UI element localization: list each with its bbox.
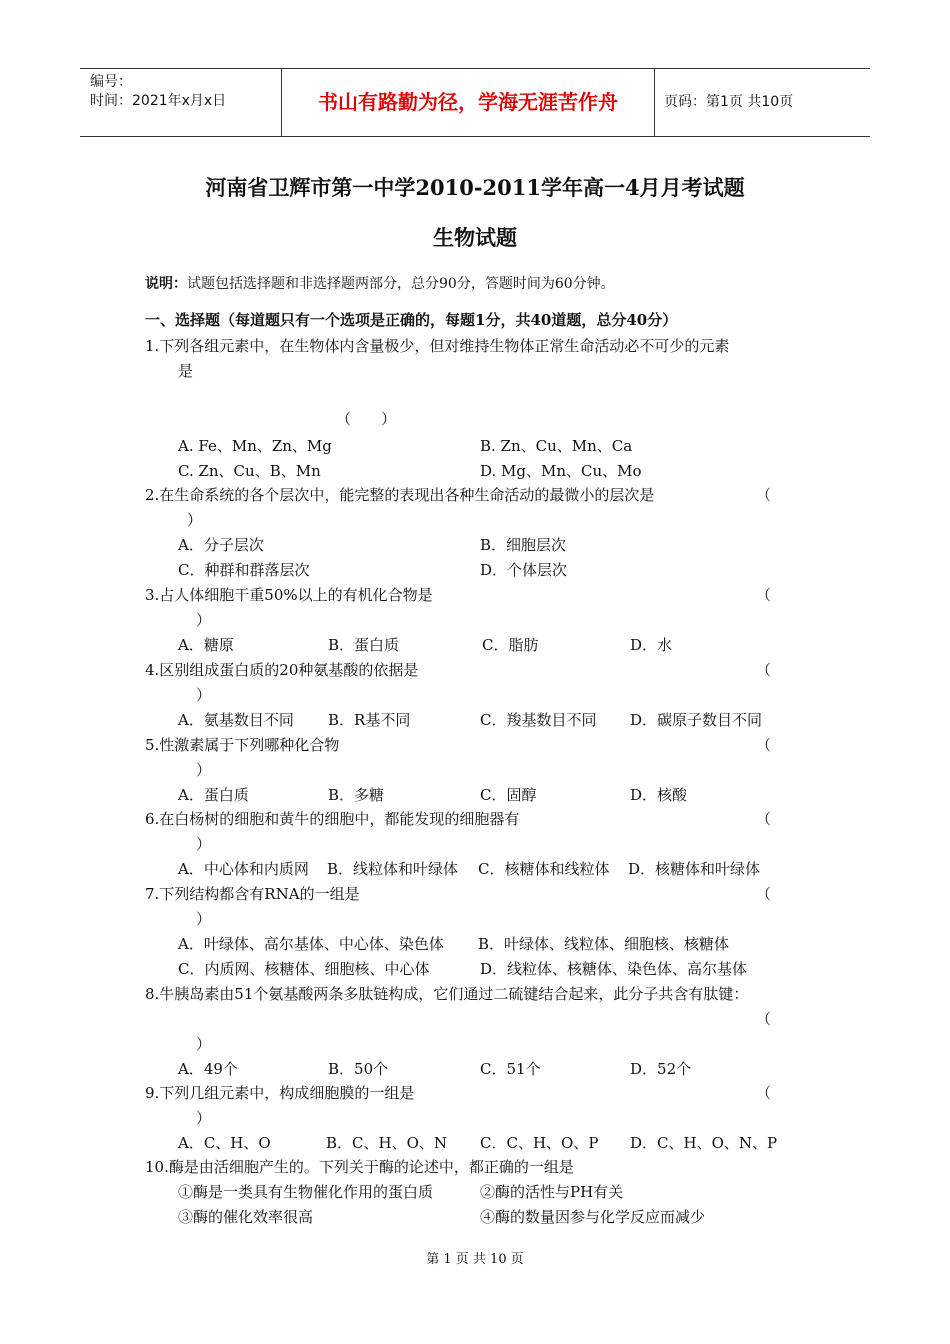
answer-paren-open: （ xyxy=(756,885,772,903)
option-a: A．49个 xyxy=(178,1060,238,1078)
option-b: B．C、H、O、N xyxy=(326,1134,448,1152)
option-a: A．氨基数目不同 xyxy=(178,711,294,729)
answer-paren-close: ） xyxy=(196,686,212,704)
answer-paren-open: （ xyxy=(756,486,772,504)
header-divider xyxy=(654,69,655,136)
option-c: C．51个 xyxy=(480,1060,541,1078)
exam-subtitle: 生物试题 xyxy=(433,225,517,250)
option-d: D．核酸 xyxy=(630,786,688,804)
question-stem: 1.下列各组元素中，在生物体内含量极少，但对维持生物体正常生命活动必不可少的元素 xyxy=(145,337,730,355)
answer-paren-close: ） xyxy=(196,910,212,928)
answer-paren-close: ） xyxy=(196,1109,212,1127)
answer-paren-close: ） xyxy=(196,835,212,853)
section-heading: 一、选择题（每道题只有一个选项是正确的，每题1分，共40道题，总分40分） xyxy=(145,311,678,329)
exam-title: 河南省卫辉市第一中学2010-2011学年高一4月月考试题 xyxy=(205,175,745,200)
question-stem: 3.占人体细胞干重50%以上的有机化合物是 xyxy=(145,586,433,604)
option-d: D．线粒体、核糖体、染色体、高尔基体 xyxy=(480,960,748,978)
option-a: A. Fe、Mn、Zn、Mg xyxy=(178,437,332,455)
option-b: B. Zn、Cu、Mn、Ca xyxy=(480,437,633,455)
option-c: C．种群和群落层次 xyxy=(178,561,310,579)
statement-2: ②酶的活性与PH有关 xyxy=(480,1183,624,1201)
option-b: B．叶绿体、线粒体、细胞核、核糖体 xyxy=(478,935,730,953)
serial-number-label: 编号： xyxy=(90,74,132,90)
option-a: A．糖原 xyxy=(178,636,234,654)
page-footer: 第 1 页 共 10 页 xyxy=(426,1252,524,1267)
option-d: D．核糖体和叶绿体 xyxy=(628,860,761,878)
question-stem: 5.性激素属于下列哪种化合物 xyxy=(145,736,340,754)
option-c: C．内质网、核糖体、细胞核、中心体 xyxy=(178,960,430,978)
date-label: 时间：2021年x月x日 xyxy=(90,93,227,109)
header-meta xyxy=(90,73,226,111)
option-d: D. Mg、Mn、Cu、Mo xyxy=(480,462,642,480)
option-b: B．R基不同 xyxy=(328,711,411,729)
option-d: D．水 xyxy=(630,636,673,654)
option-b: B．50个 xyxy=(328,1060,389,1078)
option-c: C．C、H、O、P xyxy=(480,1134,599,1152)
motto: 书山有路勤为径，学海无涯苦作舟 xyxy=(318,90,618,114)
page-info: 页码：第1页 共10页 xyxy=(664,94,794,110)
option-c: C．核糖体和线粒体 xyxy=(478,860,610,878)
answer-paren-open: （ xyxy=(756,1084,772,1102)
question-stem: 4.区别组成蛋白质的20种氨基酸的依据是 xyxy=(145,661,419,679)
answer-paren-open: （ xyxy=(756,1010,772,1028)
instructions xyxy=(145,274,615,294)
question-stem: 9.下列几组元素中，构成细胞膜的一组是 xyxy=(145,1084,415,1102)
option-b: B．细胞层次 xyxy=(480,536,567,554)
answer-paren-open: （ xyxy=(756,661,772,679)
option-d: D．碳原子数目不同 xyxy=(630,711,763,729)
option-b: B．蛋白质 xyxy=(328,636,400,654)
option-d: D．个体层次 xyxy=(480,561,568,579)
question-stem: 8.牛胰岛素由51个氨基酸两条多肽链构成，它们通过二硫键结合起来，此分子共含有肽键： xyxy=(145,985,749,1003)
statement-3: ③酶的催化效率很高 xyxy=(178,1208,314,1226)
answer-paren-close: ） xyxy=(187,511,203,529)
statement-4: ④酶的数量因参与化学反应而减少 xyxy=(480,1208,706,1226)
option-a: A．C、H、O xyxy=(178,1134,271,1152)
option-b: B．线粒体和叶绿体 xyxy=(327,860,459,878)
option-c: C．固醇 xyxy=(480,786,537,804)
option-d: D．52个 xyxy=(630,1060,692,1078)
option-b: B．多糖 xyxy=(328,786,385,804)
statement-1: ①酶是一类具有生物催化作用的蛋白质 xyxy=(178,1183,434,1201)
option-a: A．分子层次 xyxy=(178,536,264,554)
option-d: D．C、H、O、N、P xyxy=(630,1134,778,1152)
answer-paren-open: （ xyxy=(756,586,772,604)
answer-paren-open: （ xyxy=(756,810,772,828)
instructions-label: 说明： xyxy=(145,276,187,292)
document-header xyxy=(80,68,870,137)
question-stem-cont: 是 xyxy=(178,362,194,380)
answer-blank: （ ） xyxy=(336,410,397,428)
option-a: A．叶绿体、高尔基体、中心体、染色体 xyxy=(178,935,444,953)
answer-paren-open: （ xyxy=(756,736,772,754)
answer-paren-close: ） xyxy=(196,611,212,629)
answer-paren-close: ） xyxy=(196,1035,212,1053)
question-stem: 2.在生命系统的各个层次中，能完整的表现出各种生命活动的最微小的层次是 xyxy=(145,486,655,504)
answer-paren-close: ） xyxy=(196,761,212,779)
option-c: C．羧基数目不同 xyxy=(480,711,597,729)
option-a: A．中心体和内质网 xyxy=(178,860,309,878)
question-stem: 10.酶是由活细胞产生的。下列关于酶的论述中，都正确的一组是 xyxy=(145,1158,574,1176)
instructions-text: 试题包括选择题和非选择题两部分，总分90分，答题时间为60分钟。 xyxy=(187,276,615,292)
option-c: C. Zn、Cu、B、Mn xyxy=(178,462,321,480)
question-stem: 7.下列结构都含有RNA的一组是 xyxy=(145,885,360,903)
option-a: A．蛋白质 xyxy=(178,786,249,804)
question-stem: 6.在白杨树的细胞和黄牛的细胞中，都能发现的细胞器有 xyxy=(145,810,520,828)
option-c: C．脂肪 xyxy=(482,636,539,654)
